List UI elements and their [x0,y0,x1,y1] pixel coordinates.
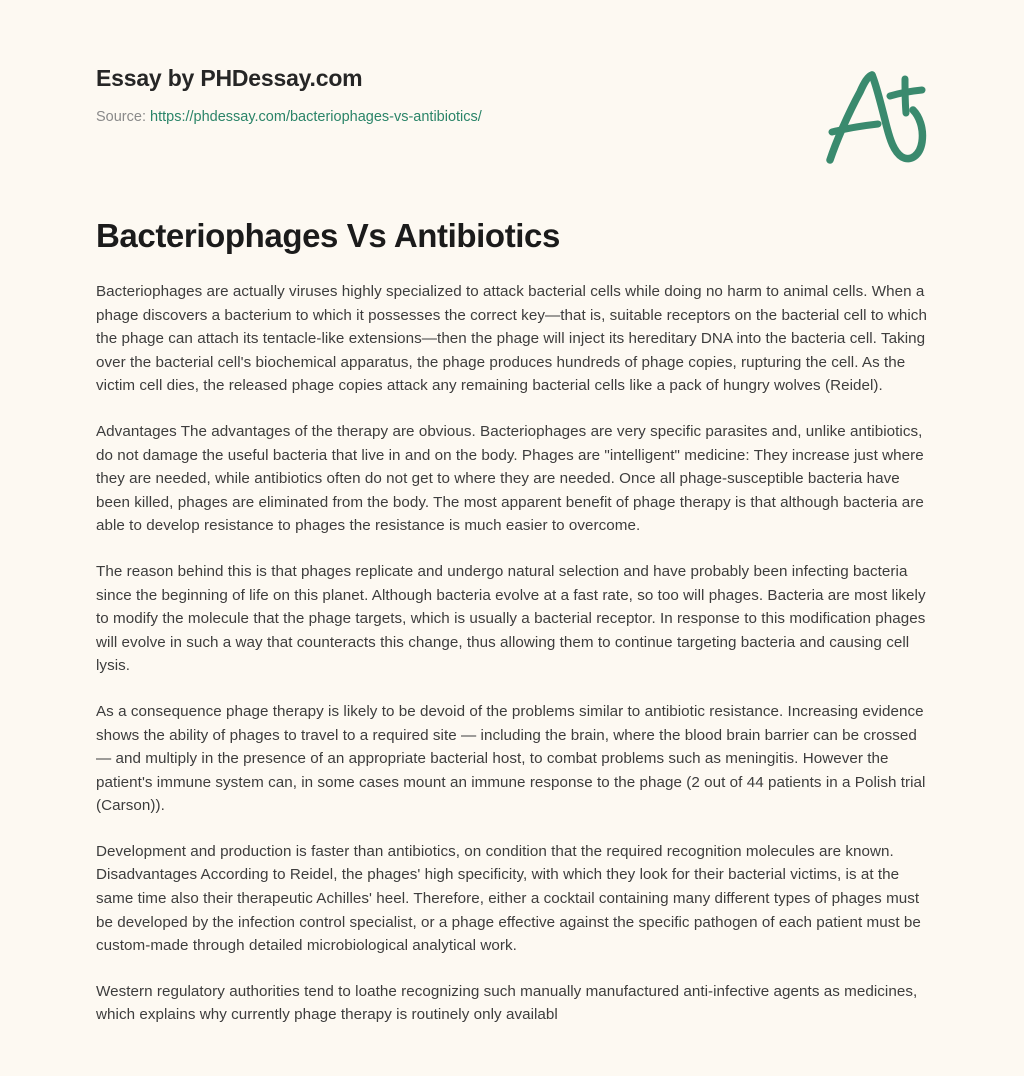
body-paragraph: Development and production is faster than antibiotics, on condition that the required recognition molecules are known. Disadvantages According to Reidel, the phages' high specificity, with which they look for their bacterial victims, is at the same time also their therapeutic Achilles' heel. Therefore, either a cocktail containing many different types of phages must be developed by the infection control specialist, or a phage effective against the specific pathogen of each patient must be custom-made through detailed microbiological analytical work. [96,842,921,955]
a-plus-logo-icon [818,68,936,168]
body-paragraph: Advantages The advantages of the therapy are obvious. Bacteriophages are very specific parasites and, unlike antibiotics, do not damage the useful bacteria that live in and on the body. Phages are "intelligent" medicine: They increase just where they are needed, while antibiotics often do not get to where they are needed. Once all phage-susceptible bacteria have been killed, phages are eliminated from the body. The most apparent benefit of phage therapy is that although bacteria are able to develop resistance to phages the resistance is much easier to overcome. [96,422,924,535]
source-url-link[interactable]: https://phdessay.com/bacteriophages-vs-antibiotics/ [150,109,482,125]
a-plus-logo [818,68,936,168]
body-paragraph: Bacteriophages are actually viruses highly specialized to attack bacterial cells while doing no harm to animal cells. When a phage discovers a bacterium to which it possesses the correct key—that is, suitable receptors on the bacterial cell to which the phage can attach its tentacle-like extensions—then the phage will inject its hereditary DNA into the bacteria cell. Taking over the bacterial cell's biochemical apparatus, the phage produces hundreds of phage copies, rupturing the cell. As the victim cell dies, the released phage copies attack any remaining bacterial cells like a pack of hungry wolves (Reidel). [96,283,927,395]
source-label: Source: [96,109,146,125]
page-title: Bacteriophages Vs Antibiotics [96,217,560,254]
document-body [96,280,936,1076]
body-paragraph: As a consequence phage therapy is likely to be devoid of the problems similar to antibiotic resistance. Increasing evidence shows the ability of phages to travel to a required site — including the brain, where the blood brain barrier can be crossed — and multiply in the presence of an appropriate bacterial host, to combat problems such as meningitis. However the patient's immune system can, in some cases mount an immune response to the phage (2 out of 44 patients in a Polish trial (Carson)). [96,702,926,815]
body-paragraph: Western regulatory authorities tend to loathe recognizing such manually manufactured anti-infective agents as medicines, which explains why currently phage therapy is routinely only availabl [96,982,918,1024]
body-paragraph: The reason behind this is that phages replicate and undergo natural selection and have probably been infecting bacteria since the beginning of life on this planet. Although bacteria evolve at a fast rate, so too will phages. Bacteria are most likely to modify the molecule that the phage targets, which is usually a bacterial receptor. In response to this modification phages will evolve in such a way that counteracts this change, thus allowing them to continue targeting bacteria and causing cell lysis. [96,562,926,675]
brand-line: Essay by PHDessay.com [96,65,363,91]
document-header [96,64,936,174]
source-line [96,107,936,127]
